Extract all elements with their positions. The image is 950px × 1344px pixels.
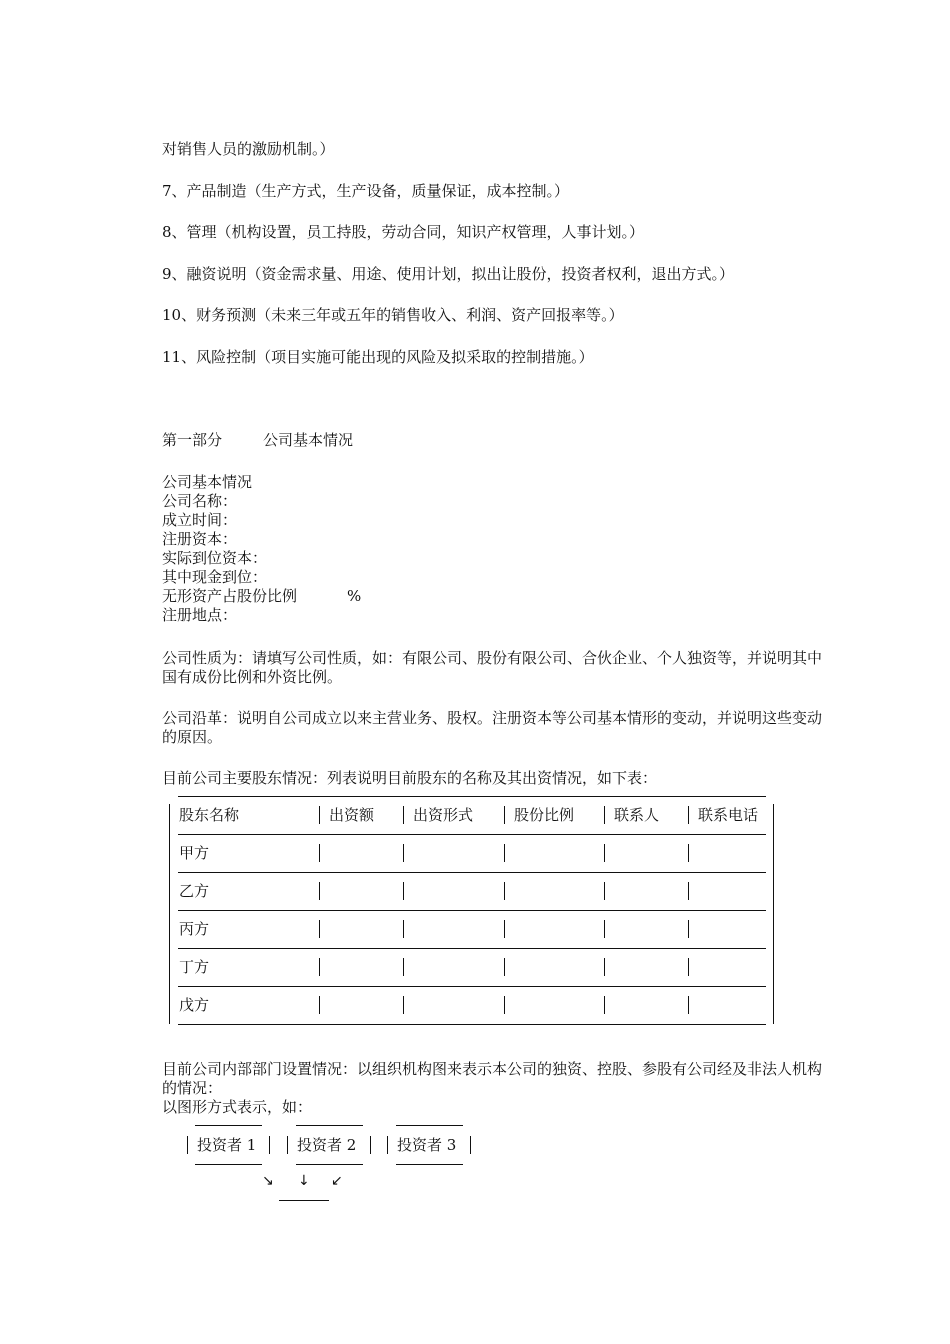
graphic-note: 以图形方式表示，如：: [162, 1098, 313, 1116]
outline-item-10: 10、财务预测（未来三年或五年的销售收入、利润、资产回报率等。）: [162, 306, 624, 324]
field-founded-date: 成立时间：: [162, 511, 238, 529]
column-header: 联系人: [614, 806, 660, 824]
section-number: 第一部分: [162, 431, 223, 449]
field-registered-address: 注册地点：: [162, 606, 238, 624]
basic-info-heading: 公司基本情况: [162, 473, 253, 491]
table-rule: [178, 948, 766, 949]
column-header: 股份比例: [514, 806, 575, 824]
outline-item-9: 9、融资说明（资金需求量、用途、使用计划，拟出让股份，投资者权利，退出方式。）: [162, 265, 735, 283]
table-row-name: 戊方: [179, 996, 210, 1014]
table-rule: [178, 834, 766, 835]
investor-label-2: 投资者 2: [297, 1136, 357, 1154]
table-row-name: 丁方: [179, 958, 210, 976]
column-header: 出资额: [329, 806, 375, 824]
company-history: 公司沿革：说明自公司成立以来主营业务、股权。注册资本等公司基本情形的变动，并说明这些变动的原因。: [162, 709, 823, 746]
table-border-right: [773, 804, 774, 1024]
departments-intro: 目前公司内部部门设置情况：以组织机构图来表示本公司的独资、控股、参股有公司经及非法人机构的情况：: [162, 1060, 823, 1097]
table-rule: [178, 1024, 766, 1025]
percent-sign: %: [347, 587, 362, 605]
table-row-name: 乙方: [179, 882, 210, 900]
column-header: 股东名称: [179, 806, 240, 824]
field-intangible-ratio: 无形资产占股份比例: [162, 587, 298, 605]
investor-label-3: 投资者 3: [397, 1136, 457, 1154]
table-border-left: [169, 804, 170, 1024]
arrow-down-right-icon: ↘: [262, 1173, 274, 1189]
shareholders-intro: 目前公司主要股东情况：列表说明目前股东的名称及其出资情况，如下表：: [162, 769, 658, 787]
subsidiary-box-top: [279, 1200, 329, 1201]
outline-item-7: 7、产品制造（生产方式，生产设备，质量保证，成本控制。）: [162, 182, 570, 200]
arrow-down-icon: ↓: [298, 1173, 310, 1189]
table-rule: [178, 910, 766, 911]
column-header: 联系电话: [698, 806, 759, 824]
field-company-name: 公司名称：: [162, 492, 238, 510]
shareholders-table: [162, 792, 776, 1028]
outline-item-8: 8、管理（机构设置，员工持股，劳动合同，知识产权管理，人事计划。）: [162, 223, 645, 241]
table-row-name: 甲方: [179, 844, 210, 862]
arrow-down-left-icon: ↙: [331, 1173, 343, 1189]
section-title: 公司基本情况: [263, 431, 354, 449]
table-rule: [178, 796, 766, 797]
company-nature: 公司性质为：请填写公司性质，如：有限公司、股份有限公司、合伙企业、个人独资等，并说明其中国有成份比例和外资比例。: [162, 649, 823, 686]
intro-continuation: 对销售人员的激励机制。）: [162, 140, 335, 158]
outline-item-11: 11、风险控制（项目实施可能出现的风险及拟采取的控制措施。）: [162, 348, 594, 366]
table-row-name: 丙方: [179, 920, 210, 938]
field-cash-paid: 其中现金到位：: [162, 568, 268, 586]
table-rule: [178, 872, 766, 873]
field-paid-capital: 实际到位资本：: [162, 549, 268, 567]
investor-label-1: 投资者 1: [197, 1136, 257, 1154]
column-header: 出资形式: [413, 806, 474, 824]
table-rule: [178, 986, 766, 987]
field-registered-capital: 注册资本：: [162, 530, 238, 548]
